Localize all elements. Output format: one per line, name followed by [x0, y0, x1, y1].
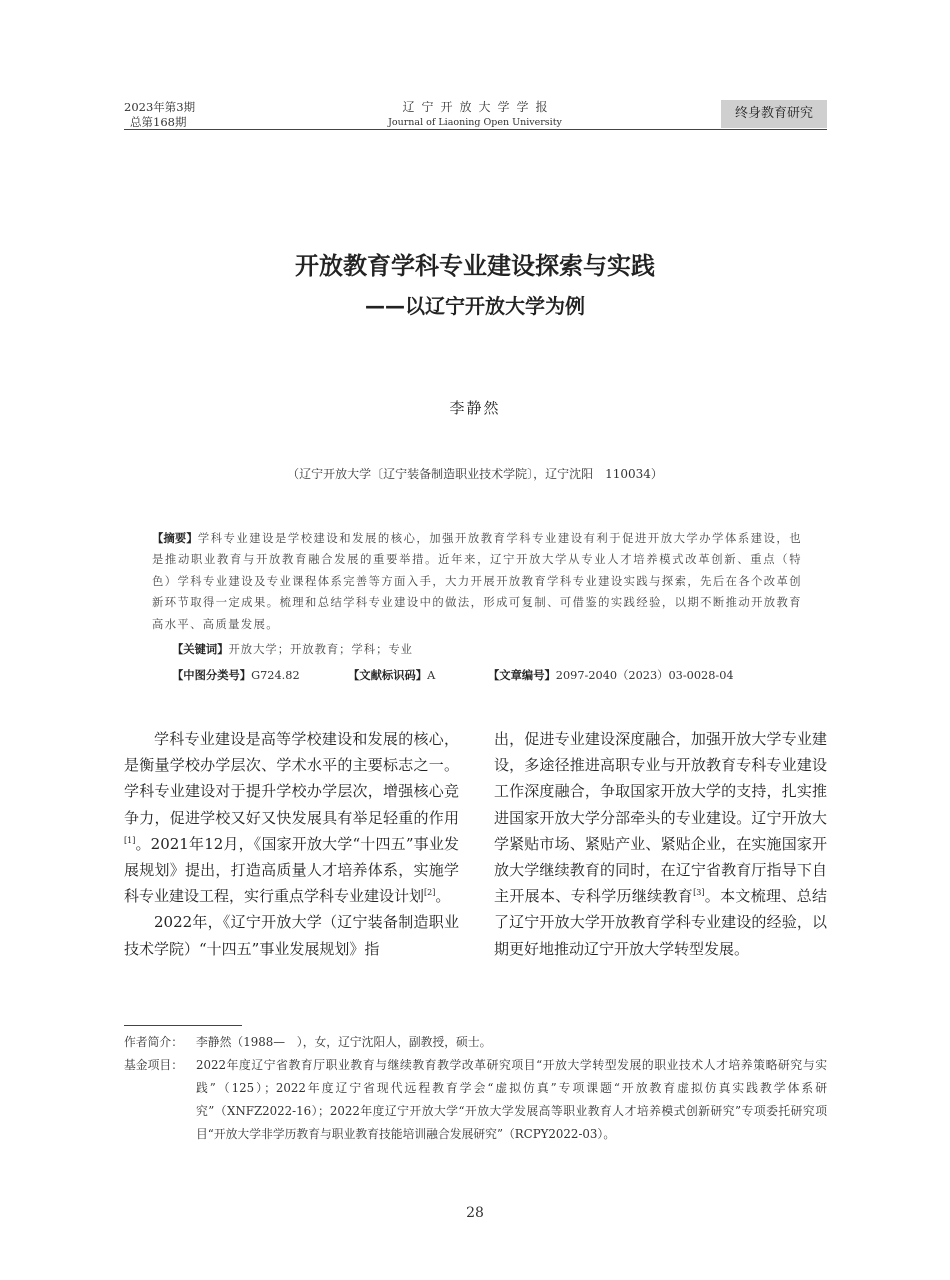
footnote-author	[124, 1031, 827, 1054]
body-paragraph: 2022年，《辽宁开放大学（辽宁装备制造职业技术学院）“十四五”事业发展规划》指	[124, 913, 459, 958]
keywords	[172, 641, 413, 657]
journal-name-en: Journal of Liaoning Open University	[388, 117, 562, 128]
footnote-fund	[124, 1054, 827, 1146]
body-text: 。本文梳理、总结了辽宁开放大学开放教育学科专业建设的经验，以期更好地推动辽宁开放大学转型发展。	[494, 887, 827, 958]
article-title: 开放教育学科专业建设探索与实践	[295, 252, 655, 280]
author-affiliation: （辽宁开放大学〔辽宁装备制造职业技术学院〕，辽宁沈阳 110034）	[287, 467, 663, 481]
body-text: 。	[435, 887, 451, 906]
body-column-left	[124, 726, 459, 962]
footnote-author-label: 作者简介：	[124, 1035, 183, 1049]
author-name: 李静然	[449, 399, 501, 417]
footnote-fund-text: 2022年度辽宁省教育厅职业教育与继续教育教学改革研究项目“开放大学转型发展的职业技术人才培养策略研究与实践”（125）；2022年度辽宁省现代远程教育学会“虚拟仿真”专项课题“开放教育虚拟仿真实践教学体系研究”（XNFZ2022-16）；2022年度辽宁开放大学“开放大学发展高等职业教育人才培养模式创新研究”专项委托研究项目“开放大学非学历教育与职业教育技能培训融合发展研究”（RCPY2022-03）。	[196, 1058, 827, 1141]
footnote-fund-label: 基金项目：	[124, 1058, 183, 1072]
clc-number	[172, 667, 300, 683]
article-no-value: 2097-2040（2023）03-0028-04	[555, 669, 734, 682]
keywords-text: 开放大学；开放教育；学科；专业	[228, 643, 413, 656]
journal-name-cn: 辽宁开放大学学报	[402, 100, 555, 114]
issue-line-2: 总第168期	[130, 115, 187, 129]
journal-name	[380, 100, 570, 130]
body-text: 出，促进专业建设深度融合，加强开放大学专业建设，多途径推进高职专业与开放教育专科专业建设工作深度融合，争取国家开放大学的支持，扎实推进国家开放大学分部牵头的专业建设。辽宁开放大学紧贴市场、紧贴产业、紧贴企业，在实施国家开放大学继续教育的同时，在辽宁省教育厅指导下自主开展本、专科学历继续教育	[494, 730, 827, 906]
footnotes	[124, 1031, 827, 1146]
abstract	[152, 528, 802, 635]
doc-code-value: A	[427, 669, 436, 682]
footnote-rule	[124, 1025, 242, 1026]
citation-ref: [3]	[693, 888, 705, 898]
footnote-author-text: 李静然（1988— ），女，辽宁沈阳人，副教授，硕士。	[196, 1035, 492, 1049]
issue-line-1: 2023年第3期	[124, 100, 196, 114]
abstract-label: 【摘要】	[152, 532, 198, 545]
header-rule	[124, 129, 827, 130]
abstract-text: 学科专业建设是学校建设和发展的核心，加强开放教育学科专业建设有利于促进开放大学办学体系建设，也是推动职业教育与开放教育融合发展的重要举措。近年来，辽宁开放大学从专业人才培养模式改革创新、重点（特色）学科专业建设及专业课程体系完善等方面入手，大力开展开放教育学科专业建设实践与探索，先后在各个改革创新环节取得一定成果。梳理和总结学科专业建设中的做法，形成可复制、可借鉴的实践经验，以期不断推动开放教育高水平、高质量发展。	[152, 532, 802, 631]
body-text: 学科专业建设是高等学校建设和发展的核心，是衡量学校办学层次、学术水平的主要标志之一。学科专业建设对于提升学校办学层次，增强核心竞争力，促进学校又好又快发展具有举足轻重的作用	[124, 730, 459, 827]
clc-value: G724.82	[251, 669, 300, 682]
document-code	[348, 667, 435, 683]
article-number	[488, 667, 734, 683]
citation-ref: [2]	[424, 888, 436, 898]
article-subtitle: ——以辽宁开放大学为例	[365, 294, 585, 318]
section-tag: 终身教育研究	[721, 100, 827, 128]
doc-code-label: 【文献标识码】	[348, 669, 428, 682]
body-text: 。2021年12月，《国家开放大学“十四五”事业发展规划》提出，打造高质量人才培养体系，实施学科专业建设工程，实行重点学科专业建设计划	[124, 834, 459, 906]
issue-info	[124, 100, 195, 130]
page-number: 28	[466, 1205, 484, 1221]
keywords-label: 【关键词】	[172, 643, 229, 656]
citation-ref: [1]	[124, 835, 136, 845]
body-paragraph	[124, 726, 459, 909]
clc-label: 【中图分类号】	[172, 669, 252, 682]
body-paragraph	[494, 726, 827, 962]
body-column-right	[494, 726, 827, 962]
article-no-label: 【文章编号】	[488, 669, 556, 682]
